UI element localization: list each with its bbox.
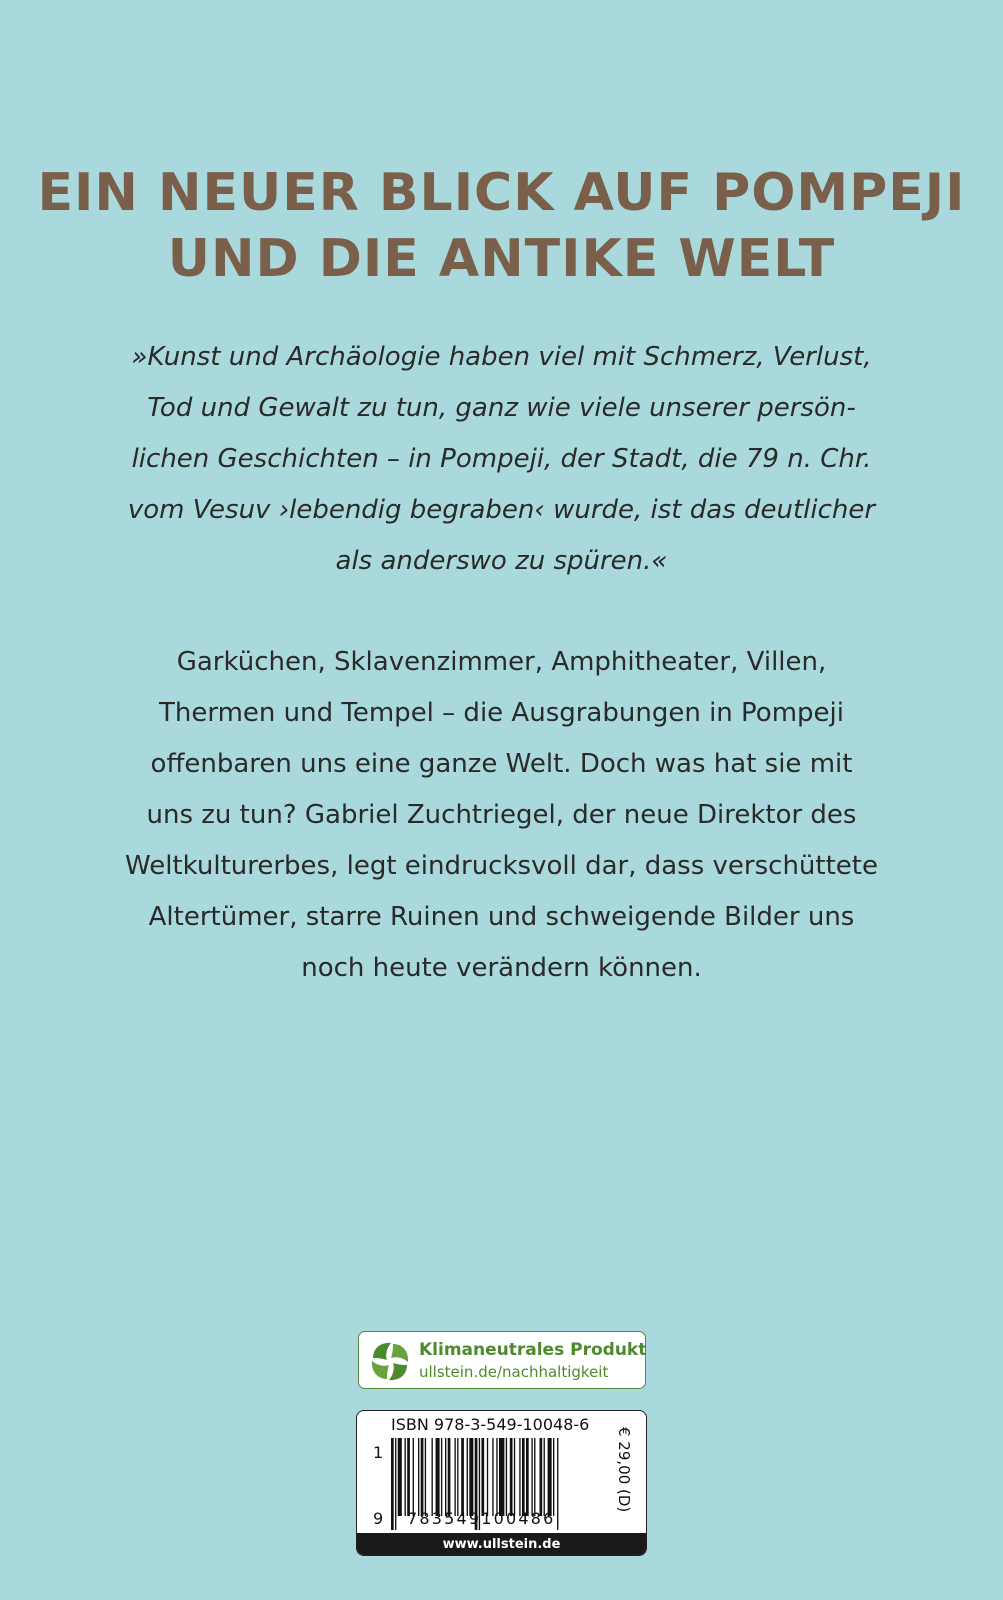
barcode-bar [519,1438,520,1516]
barcode-bar [395,1438,396,1530]
quote-line: »Kunst und Archäologie haben viel mit Schmerz, Verlust, [131,342,872,372]
barcode-bar [436,1438,440,1516]
barcode-bar [391,1438,394,1530]
eco-badge-url: ullstein.de/nachhaltigkeit [419,1363,609,1381]
barcode-bar [461,1438,464,1516]
barcode-bar [534,1438,535,1516]
barcode-bar [531,1438,532,1516]
barcode-bar [548,1438,552,1516]
barcode-bar [407,1438,410,1516]
eco-badge-title: Klimaneutrales Produkt [419,1340,647,1360]
headline [0,160,1003,292]
barcode-bar [522,1438,525,1516]
isbn-barcode-label [356,1410,647,1556]
barcode-bar [418,1438,419,1516]
blurb-line: uns zu tun? Gabriel Zuchtriegel, der neue Direktor des [146,800,857,830]
barcode-bar [469,1438,473,1516]
barcode-bar [496,1438,497,1516]
quote-line: Tod und Gewalt zu tun, ganz wie viele unserer persön- [147,393,856,423]
barcode-bar [481,1438,484,1516]
barcode-bar [544,1438,545,1516]
blurb-line: noch heute verändern können. [301,953,702,983]
barcode-bar [405,1438,406,1516]
quote-line: vom Vesuv ›lebendig begraben‹ wurde, ist das deutlicher [127,495,876,525]
barcode-bar [467,1438,468,1516]
isbn-number: ISBN 978-3-549-10048-6 [391,1415,590,1434]
barcode-bar [454,1438,455,1516]
barcode-bar [398,1438,402,1516]
barcode-bar [540,1438,543,1516]
barcode-bar [425,1438,426,1516]
barcode-bar [557,1438,558,1530]
barcode-bar [441,1438,442,1516]
price-label: € 29,00 (D) [615,1427,633,1513]
barcode-bar [457,1438,458,1516]
quote-paragraph [40,332,963,587]
barcode-lead-top: 1 [373,1443,384,1462]
barcode-bar [421,1438,424,1516]
quote-line: als anderswo zu spüren.« [335,546,668,576]
barcode-bar [445,1438,446,1516]
barcode-bar [492,1438,493,1516]
barcode-bar [553,1438,554,1516]
blurb-line: offenbaren uns eine ganze Welt. Doch was hat sie mit [150,749,853,779]
barcode-bar [526,1438,529,1516]
recycle-leaves-icon [365,1336,415,1386]
blurb-line: Altertümer, starre Ruinen und schweigende Bilder uns [148,902,855,932]
barcode-bar [413,1438,414,1516]
barcode-bar [506,1438,507,1516]
quote-line: lichen Geschichten – in Pompeji, der Stadt, die 79 n. Chr. [131,444,872,474]
climate-neutral-badge [358,1331,646,1389]
blurb-line: Thermen und Tempel – die Ausgrabungen in Pompeji [159,698,844,728]
blurb-line: Weltkulturerbes, legt eindrucksvoll dar, dass verschüttete [125,851,878,881]
blurb-line: Garküchen, Sklavenzimmer, Amphitheater, Villen, [176,647,827,677]
barcode-bar [487,1438,488,1516]
headline-line-1: EIN NEUER BLICK AUF POMPEJI [37,163,966,223]
headline-line-2: UND DIE ANTIKE WELT [167,229,836,289]
publisher-url: www.ullstein.de [357,1533,646,1556]
barcode-bar [514,1438,515,1516]
barcode-lead-digit: 9 [373,1509,384,1528]
barcode-bar [432,1438,433,1516]
barcode-bar [448,1438,451,1516]
barcode-bar [499,1438,504,1516]
barcode-digits: 783549100486 [407,1509,556,1528]
barcode-bar [510,1438,513,1516]
blurb-paragraph [40,637,963,994]
